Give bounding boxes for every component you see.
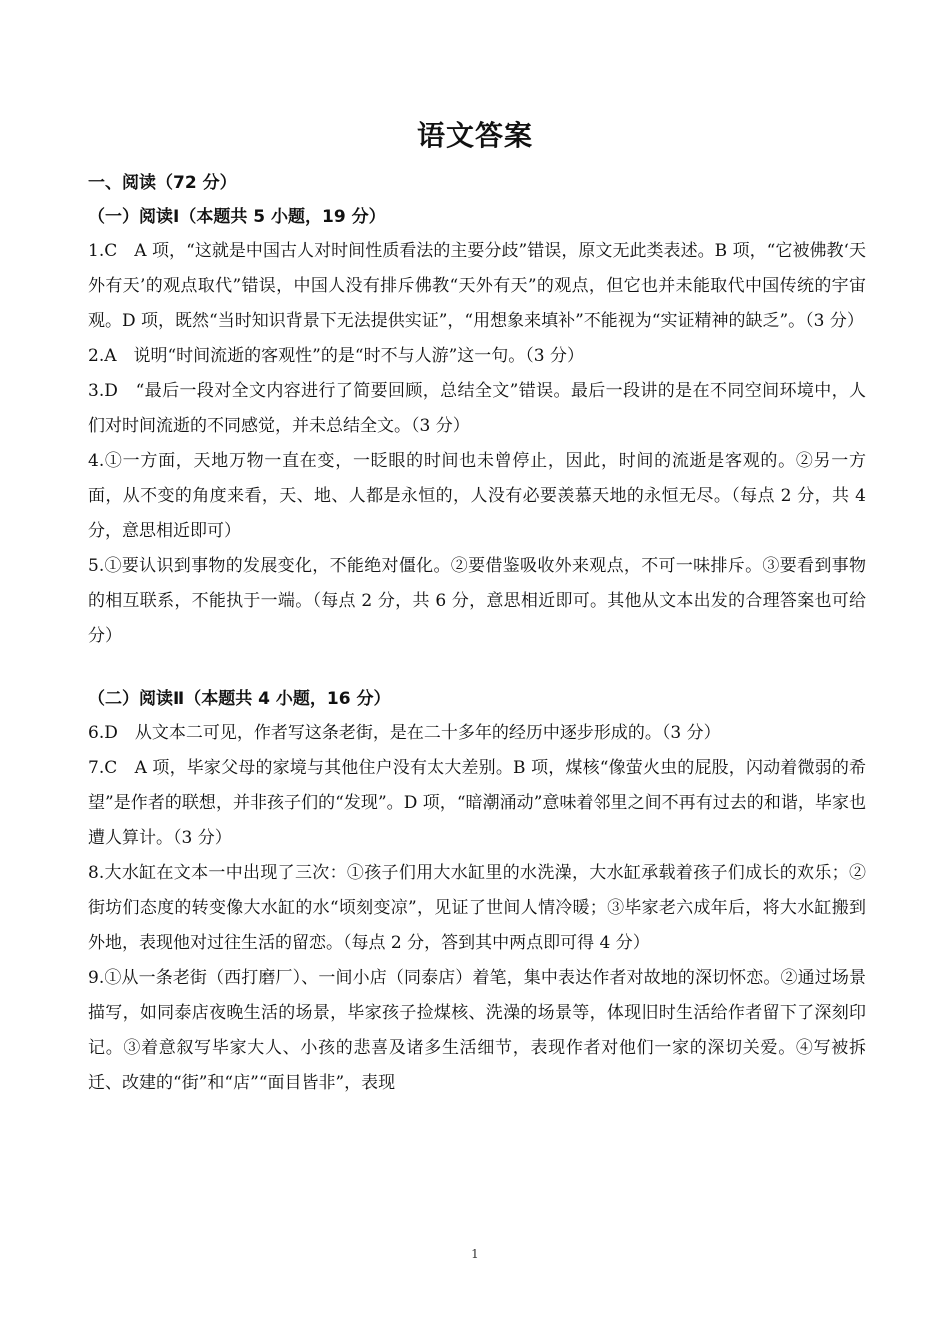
answer-1: 1.C A 项，“这就是中国古人对时间性质看法的主要分歧”错误，原文无此类表述。B 项，“它被佛教‘天外有天’的观点取代”错误，中国人没有排斥佛教“天外有天”的观点，但它也并未能取代中国传统的宇宙观。D 项，既然“当时知识背景下无法提供实证”，“用想象来填补”不能视为“实证精神的缺乏”。（3 分） (88, 241, 866, 331)
answer-3: 3.D “最后一段对全文内容进行了简要回顾，总结全文”错误。最后一段讲的是在不同空间环境中，人们对时间流逝的不同感觉，并未总结全文。（3 分） (88, 381, 866, 436)
answer-5: 5.①要认识到事物的发展变化，不能绝对僵化。②要借鉴吸收外来观点，不可一味排斥。③要看到事物的相互联系，不能执于一端。（每点 2 分，共 6 分，意思相近即可。其他从文本出发的合理答案也可给分） (88, 556, 866, 646)
answer-4: 4.①一方面，天地万物一直在变，一眨眼的时间也未曾停止，因此，时间的流逝是客观的。②另一方面，从不变的角度来看，天、地、人都是永恒的，人没有必要羡慕天地的永恒无尽。（每点 2 分，共 4 分，意思相近即可） (88, 451, 866, 541)
subsection-heading-reading-1: （一）阅读Ⅰ（本题共 5 小题，19 分） (88, 207, 386, 227)
answer-content (88, 166, 866, 1101)
page-number: 1 (471, 1247, 479, 1261)
section-spacer (88, 654, 866, 682)
subsection-heading-reading-2: （二）阅读Ⅱ（本题共 4 小题，16 分） (88, 689, 391, 709)
answer-6: 6.D 从文本二可见，作者写这条老街，是在二十多年的经历中逐步形成的。（3 分） (88, 723, 721, 743)
answer-7: 7.C A 项，毕家父母的家境与其他住户没有太大差别。B 项，煤核“像萤火虫的屁股，闪动着微弱的希望”是作者的联想，并非孩子们的“发现”。D 项，“暗潮涌动”意味着邻里之间不再有过去的和谐，毕家也遭人算计。（3 分） (88, 758, 866, 848)
section-heading-reading: 一、阅读（72 分） (88, 173, 237, 193)
answer-9: 9.①从一条老街（西打磨厂）、一间小店（同泰店）着笔，集中表达作者对故地的深切怀恋。②通过场景描写，如同泰店夜晚生活的场景，毕家孩子捡煤核、洗澡的场景等，体现旧时生活给作者留下了深刻印记。③着意叙写毕家大人、小孩的悲喜及诸多生活细节，表现作者对他们一家的深切关爱。④写被拆迁、改建的“街”和“店”“面目皆非”，表现 (88, 968, 866, 1093)
page-title: 语文答案 (416, 119, 533, 152)
answer-2: 2.A 说明“时间流逝的客观性”的是“时不与人游”这一句。（3 分） (88, 346, 584, 366)
answer-8: 8.大水缸在文本一中出现了三次：①孩子们用大水缸里的水洗澡，大水缸承载着孩子们成长的欢乐；②街坊们态度的转变像大水缸的水“顷刻变凉”，见证了世间人情冷暖；③毕家老六成年后，将大水缸搬到外地，表现他对过往生活的留恋。（每点 2 分，答到其中两点即可得 4 分） (88, 863, 866, 953)
